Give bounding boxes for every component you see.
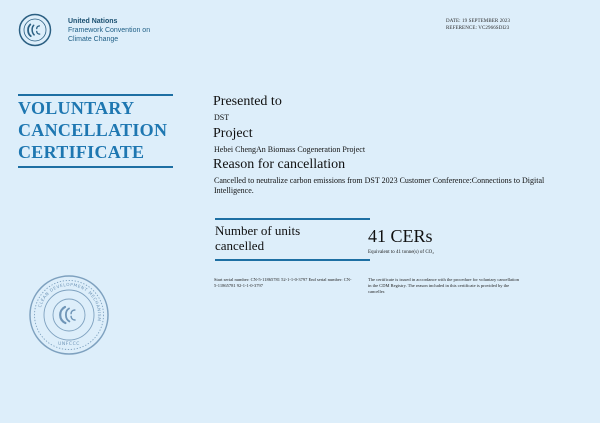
issuance-note: The certificate is issued in accordance with the procedure for voluntary cancellation in the CDM Registry. The reason included in this certificate is provided by the canceller. bbox=[368, 277, 520, 294]
cdm-seal-icon bbox=[27, 273, 111, 357]
units-cancelled-label: Number of units cancelled bbox=[215, 223, 301, 253]
reason-label: Reason for cancellation bbox=[213, 157, 346, 172]
certificate-title-line2: CANCELLATION bbox=[18, 120, 168, 140]
title-bottom-rule bbox=[18, 166, 173, 168]
certificate-title bbox=[18, 97, 193, 163]
seal-ring-text: CLEAN DEVELOPMENT MECHANISM bbox=[37, 281, 103, 322]
presented-to-value: DST bbox=[214, 113, 230, 122]
org-name-line1: United Nations bbox=[68, 18, 118, 25]
organization-name bbox=[68, 17, 150, 44]
units-cancelled-value: 41 CERs bbox=[368, 226, 433, 246]
project-label: Project bbox=[213, 126, 253, 141]
title-top-rule bbox=[18, 94, 173, 96]
certificate-title-line1: VOLUNTARY bbox=[18, 98, 135, 118]
presented-to-label: Presented to bbox=[213, 94, 282, 109]
project-value: Hebei ChengAn Biomass Cogeneration Project bbox=[214, 145, 366, 154]
certificate-date: DATE: 19 SEPTEMBER 2023 bbox=[446, 19, 511, 24]
certificate-reference: REFERENCE: VC2966SDI23 bbox=[446, 26, 510, 31]
units-equivalent: Equivalent to 41 tonne(s) of CO₂ bbox=[368, 250, 435, 255]
org-name-line3: Climate Change bbox=[68, 36, 119, 43]
serial-range: Start serial number: CN-5-11865781 52-1-1-0-3797 End serial number: CN-5-11865781 92-1-1-0-3797 bbox=[214, 277, 352, 288]
units-top-rule bbox=[215, 218, 370, 220]
units-bottom-rule bbox=[215, 259, 370, 261]
certificate-meta bbox=[446, 18, 510, 32]
certificate-title-line3: CERTIFICATE bbox=[18, 142, 145, 162]
unfccc-logo-icon bbox=[18, 13, 52, 47]
seal-bottom-text: UNFCCC bbox=[58, 342, 80, 347]
reason-value: Cancelled to neutralize carbon emissions from DST 2023 Customer Conference:Connections to Digital Intelligence. bbox=[214, 176, 545, 195]
org-name-line2: Framework Convention on bbox=[68, 27, 151, 34]
